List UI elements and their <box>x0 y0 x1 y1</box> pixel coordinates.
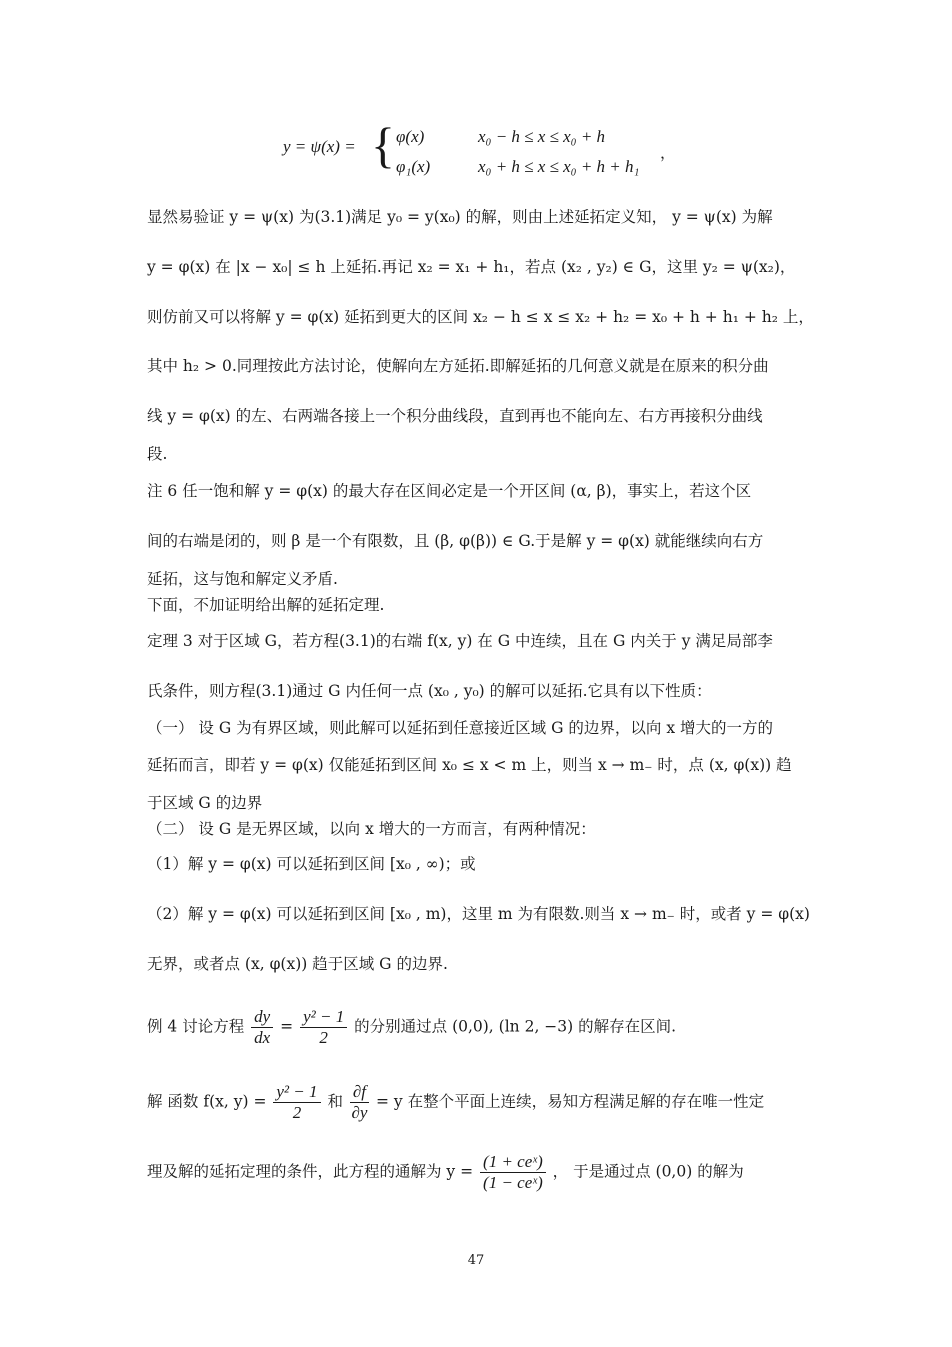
text-line-5: 线 y = φ(x) 的左、右两端各接上一个积分曲线段，直到再也不能向左、右方再接积分曲线 <box>147 407 763 425</box>
text-line-2: y = φ(x) 在 |x − x₀| ≤ h 上延拓.再记 x₂ = x₁ + h₁，若点 (x₂ , y₂) ∈ G，这里 y₂ = ψ(x₂)， <box>147 258 796 276</box>
case-1-line: （1）解 y = φ(x) 可以延拓到区间 [x₀ , ∞)；或 <box>147 855 476 873</box>
property-1-line-3: 于区域 G 的边界 <box>147 794 263 812</box>
solution-frac-f: $\frac{\text{y² − 1}}{2}$ <box>273 1082 320 1123</box>
property-1-line-2: 延拓而言，即若 y = φ(x) 仅能延拓到区间 x₀ ≤ x < m 上，则当 x → m₋ 时，点 (x, φ(x)) 趋 <box>147 756 792 774</box>
formula-lhs: y = ψ(x) = <box>283 137 356 156</box>
formula-case2-cond: x₀ + h ≤ x ≤ x₀ + h + h₁ <box>478 157 640 176</box>
note-6-line-3: 延拓，这与饱和解定义矛盾. <box>147 570 338 588</box>
formula-case1-cond: x₀ − h ≤ x ≤ x₀ + h <box>478 127 606 146</box>
solution-prefix: 解 函数 f(x, y) = <box>147 1092 267 1111</box>
example-4: 例 4 讨论方程 $\frac{dy}{dx}$ = $\frac{\text{y² − 1}}{2}$ 的分别通过点 (0,0), (ln 2, −3) 的解存在区间. <box>147 1007 677 1047</box>
transition-line: 下面，不加证明给出解的延拓定理. <box>147 596 385 614</box>
solution-frac-partial: $\frac{\partial f}{\partial y}$ <box>351 1082 368 1122</box>
general-solution-suffix: ， 于是通过点 (0,0) 的解为 <box>552 1162 744 1181</box>
theorem-3-line-2: 氏条件，则方程(3.1)通过 G 内任何一点 (x₀ , y₀) 的解可以延拓.它具有以下性质： <box>147 682 712 700</box>
property-1-line-1: （一） 设 G 为有界区域，则此解可以延拓到任意接近区域 G 的边界，以向 x 增大的一方的 <box>147 719 773 737</box>
general-solution-frac: $\frac{\text{(1 + ceˣ)}}{\text{(1 − ceˣ)}}$ <box>480 1152 546 1193</box>
case-2-line: （2）解 y = φ(x) 可以延拓到区间 [x₀ , m)，这里 m 为有限数.则当 x → m₋ 时，或者 y = φ(x) <box>147 905 810 923</box>
solution-suffix: = y 在整个平面上连续，易知方程满足解的存在唯一性定 <box>375 1092 765 1111</box>
text-line-6: 段. <box>147 445 168 463</box>
general-solution-line <box>147 1152 744 1193</box>
formula-case2-expr: φ₁(x) <box>396 157 431 176</box>
page-number: 47 <box>467 1253 485 1268</box>
note-6-line-1: 注 6 任一饱和解 y = φ(x) 的最大存在区间必定是一个开区间 (α, β)，事实上，若这个区 <box>147 482 752 500</box>
example-frac-rhs: $\frac{\text{y² − 1}}{2}$ <box>300 1007 347 1048</box>
theorem-3-line-1: 定理 3 对于区域 G，若方程(3.1)的右端 f(x, y) 在 G 中连续，且在 G 内关于 y 满足局部李 <box>147 632 773 650</box>
general-solution-prefix: 理及解的延拓定理的条件，此方程的通解为 y = <box>147 1162 474 1181</box>
text-line-4: 其中 h₂ > 0.同理按此方法讨论，使解向左方延拓.即解延拓的几何意义就是在原来的积分曲 <box>147 357 769 375</box>
text-line-1: 显然易验证 y = ψ(x) 为(3.1)满足 y₀ = y(x₀) 的解，则由上述延拓定义知， y = ψ(x) 为解 <box>147 208 773 226</box>
example-prefix: 例 4 讨论方程 <box>147 1017 245 1036</box>
formula-tail: ， <box>660 144 676 162</box>
note-6-line-2: 间的右端是闭的，则 β 是一个有限数，且 (β, φ(β)) ∈ G.于是解 y = φ(x) 就能继续向右方 <box>147 532 764 550</box>
solution-line: 解 函数 f(x, y) = $\frac{\text{y² − 1}}{2}$ 和 $\frac{\partial f}{\partial y}$ = y 在整个平面上连续，易知方程满足解的存在唯一性定 <box>147 1082 765 1122</box>
example-frac-dydx: $\frac{dy}{dx}$ <box>251 1007 273 1048</box>
formula-brace: { <box>371 117 395 173</box>
case-2-line-cont: 无界，或者点 (x, φ(x)) 趋于区域 G 的边界. <box>147 955 448 973</box>
formula-case1-expr: φ(x) <box>396 127 425 146</box>
text-line-3: 则仿前又可以将解 y = φ(x) 延拓到更大的区间 x₂ − h ≤ x ≤ x₂ + h₂ = x₀ + h + h₁ + h₂ 上， <box>147 308 814 326</box>
property-2-line: （二） 设 G 是无界区域，以向 x 增大的一方而言，有两种情况： <box>147 820 596 838</box>
example-suffix: 的分别通过点 (0,0), (ln 2, −3) 的解存在区间. <box>354 1017 677 1036</box>
